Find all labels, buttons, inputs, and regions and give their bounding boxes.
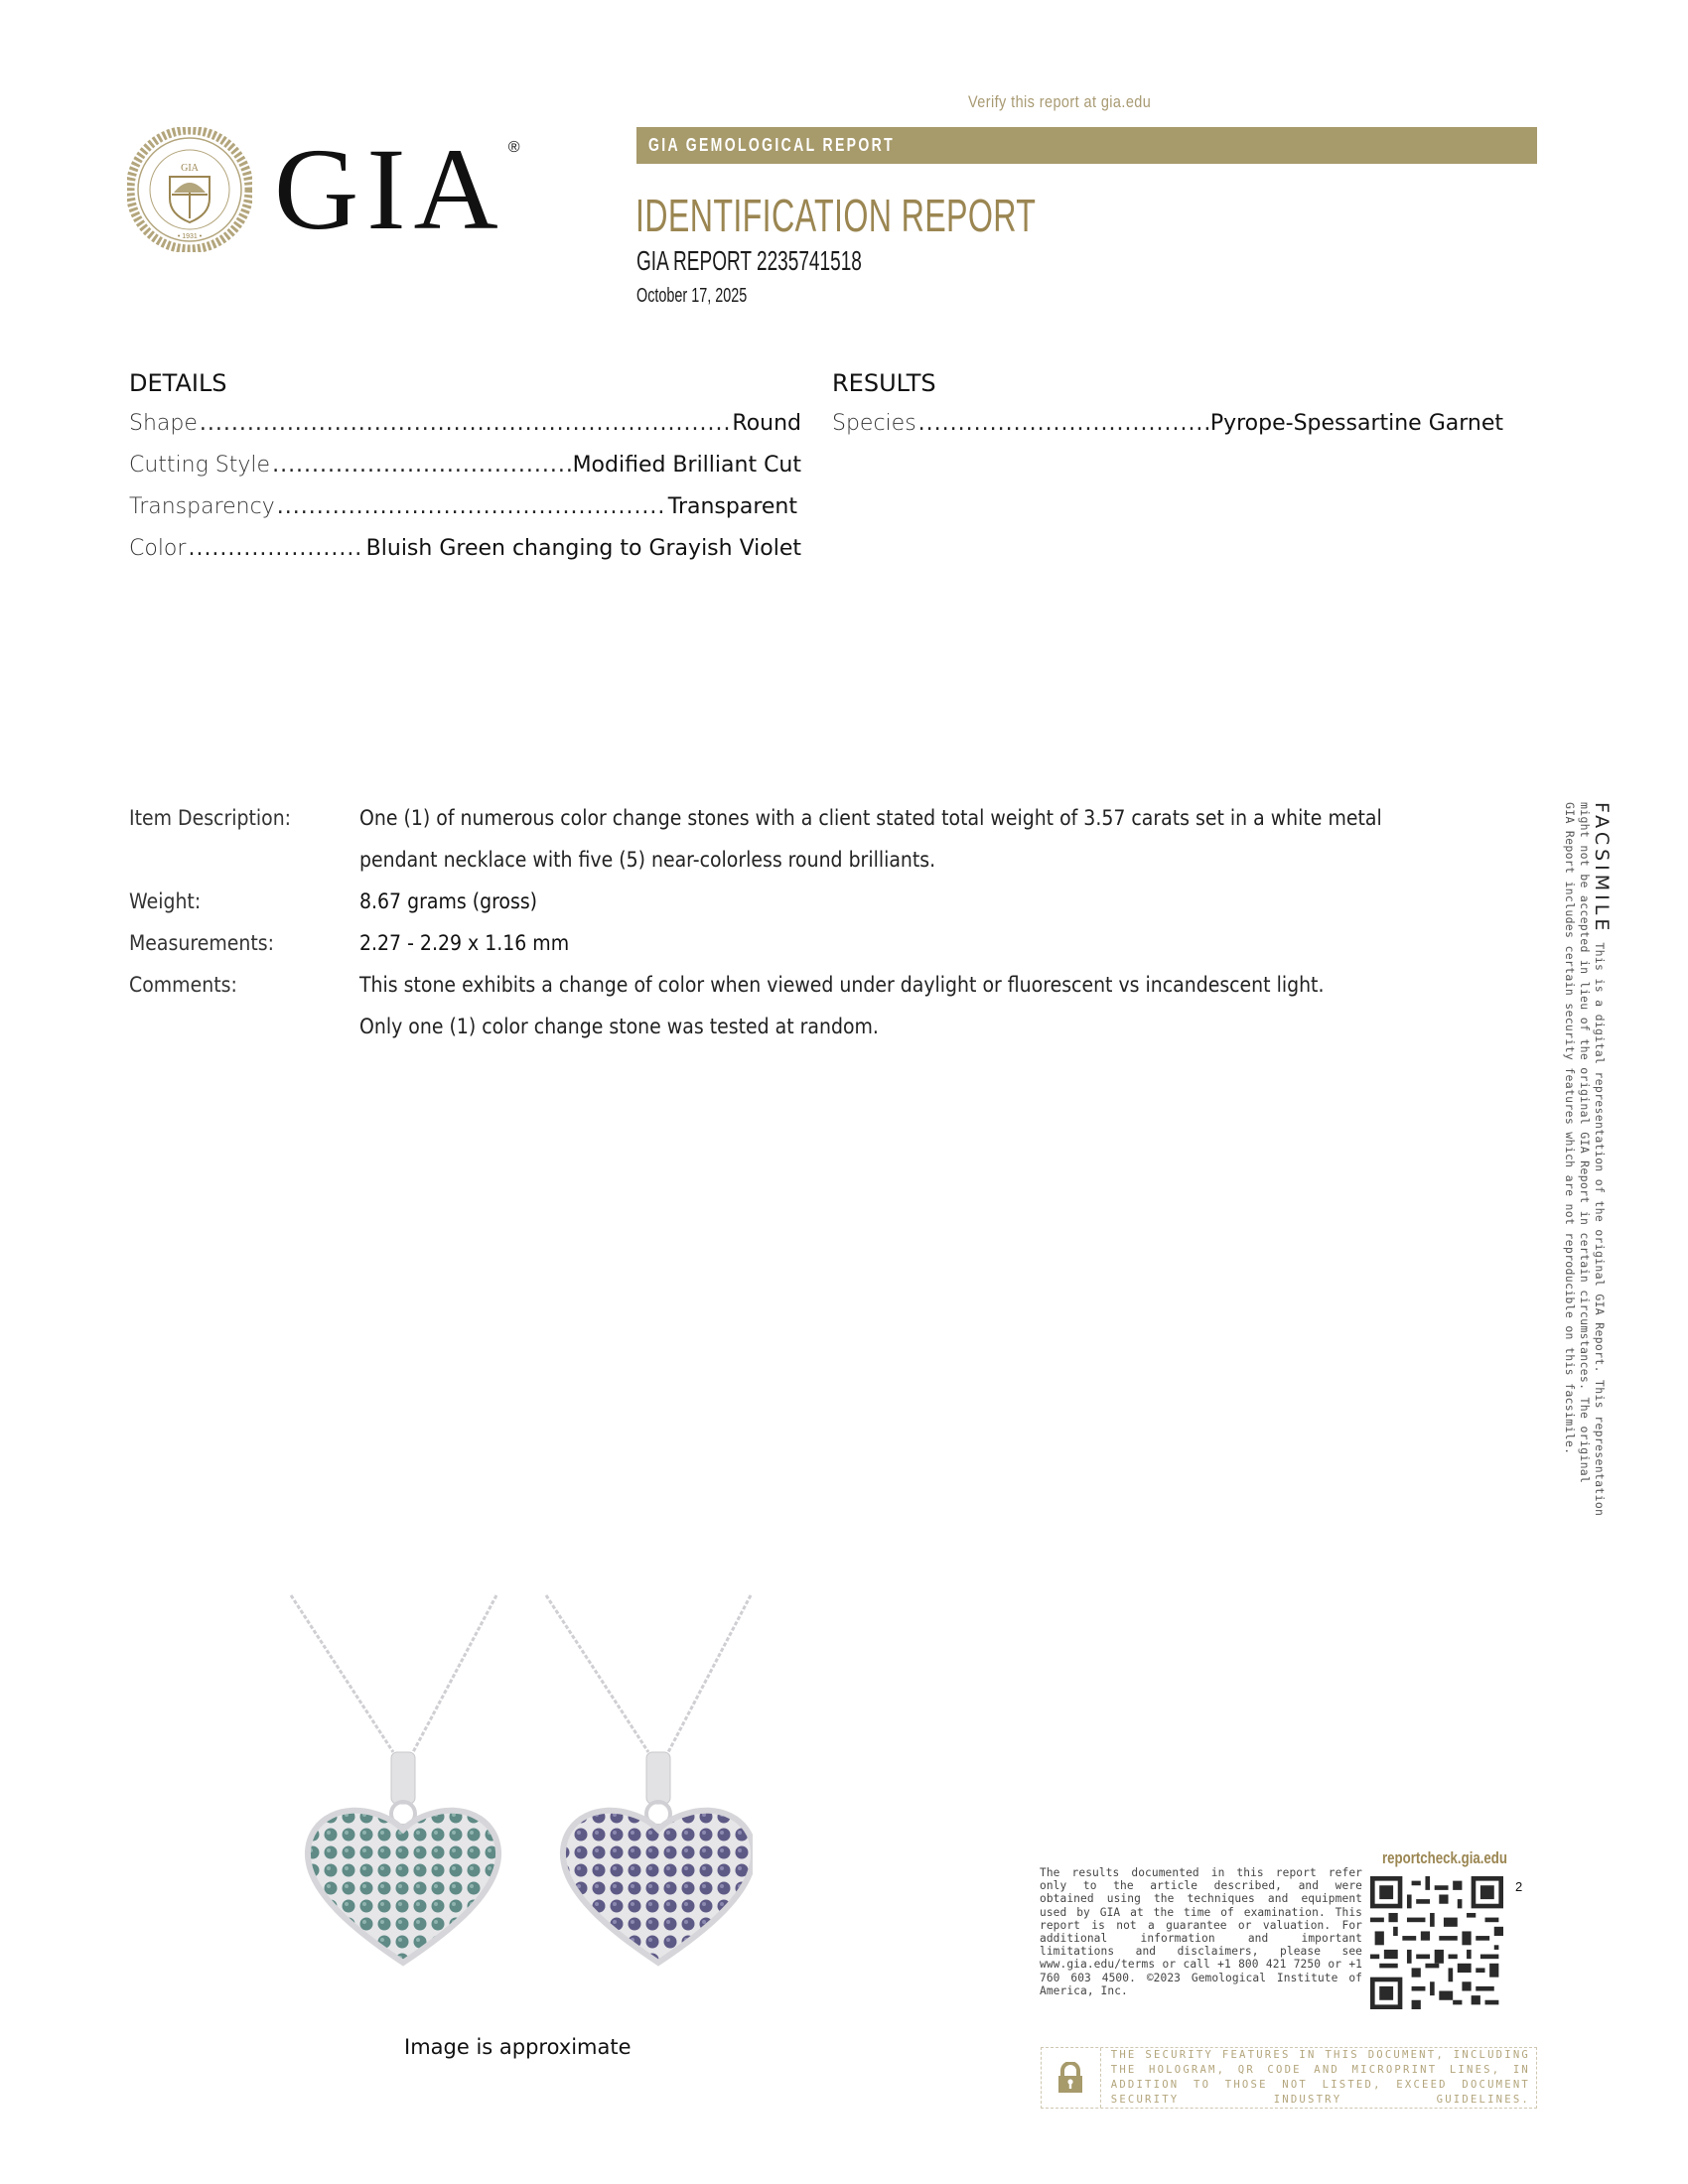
facsimile-line-2: might not be accepted in lieu of the original GIA Report in certain circumstances. The original [1578, 802, 1592, 1484]
verify-link[interactable]: Verify this report at gia.edu [968, 92, 1152, 111]
svg-text:GIA: GIA [181, 163, 199, 174]
image-caption: Image is approximate [404, 2035, 632, 2059]
registered-mark: ® [507, 139, 520, 156]
report-type-title: IDENTIFICATION REPORT [635, 190, 1037, 241]
page-number: 2 [1515, 1879, 1523, 1894]
detail-label: Color [129, 536, 187, 561]
disclaimer-text: The results documented in this report refer only to the article described, and were obtained using the techniques and equipment used by GIA at the time of examination. This report is not a guarantee or valuation. For additional information and important limitations and disclaimers, please see www.gia.edu/terms or call +1 800 421 7250 or +1 760 603 4500. ©2023 Gemological Institute of America, Inc. [1040, 1866, 1362, 1997]
gia-logo [127, 124, 520, 254]
svg-text:• 1931 •: • 1931 • [177, 233, 203, 240]
detail-value: Bluish Green changing to Grayish Violet [365, 536, 801, 561]
comments-label: Comments: [129, 973, 237, 997]
reportcheck-link[interactable]: reportcheck.gia.edu [1382, 1848, 1508, 1867]
details-heading: DETAILS [129, 369, 227, 397]
item-description-line-2: pendant necklace with five (5) near-colorless round brilliants. [359, 848, 936, 872]
result-label: Species [832, 411, 916, 436]
detail-label: Shape [129, 411, 198, 436]
result-value: Pyrope-Spessartine Garnet [1209, 411, 1503, 436]
weight-label: Weight: [129, 889, 202, 913]
detail-label: Transparency [129, 494, 275, 519]
detail-value: Modified Brilliant Cut [572, 453, 801, 478]
detail-value: Transparent [667, 494, 797, 519]
leader-dots [918, 411, 1208, 436]
leader-dots [277, 494, 666, 519]
security-notice [1041, 2047, 1537, 2109]
item-description-line-1: One (1) of numerous color change stones with a client stated total weight of 3.57 carats set in a white metal [359, 806, 1382, 830]
facsimile-title: FACSIMILE [1591, 802, 1613, 935]
pendant-photo-icon [286, 1593, 753, 1971]
report-number: GIA REPORT 2235741518 [636, 245, 862, 276]
security-text: THE SECURITY FEATURES IN THIS DOCUMENT, INCLUDING THE HOLOGRAM, QR CODE AND MICROPRINT LINES, IN ADDITION TO THOSE NOT LISTED, EXCEED DOCUMENT SECURITY INDUSTRY GUIDELINES. [1110, 2049, 1530, 2106]
detail-row-cutting-style [129, 453, 801, 478]
measurements-label: Measurements: [129, 931, 274, 955]
detail-row-shape [129, 411, 801, 436]
leader-dots [188, 536, 363, 561]
detail-value: Round [732, 411, 801, 436]
measurements-value: 2.27 - 2.29 x 1.16 mm [359, 931, 570, 955]
gia-seal-icon [127, 127, 252, 252]
detail-row-color [129, 536, 801, 561]
comments-line-2: Only one (1) color change stone was tested at random. [359, 1015, 879, 1038]
result-row-species [832, 411, 1503, 436]
report-date: October 17, 2025 [636, 285, 748, 307]
facsimile-line-3: GIA Report includes certain security features which are not reproducible on this facsimile. [1563, 802, 1577, 1455]
band-label: GIA GEMOLOGICAL REPORT [648, 135, 896, 155]
leader-dots [200, 411, 731, 436]
leader-dots [272, 453, 570, 478]
item-description-label: Item Description: [129, 806, 292, 830]
gia-wordmark: GIA [274, 124, 506, 254]
lock-icon [1057, 2062, 1083, 2094]
comments-line-1: This stone exhibits a change of color when viewed under daylight or fluorescent vs incandescent light. [359, 973, 1325, 997]
facsimile-note [1549, 802, 1613, 1517]
detail-label: Cutting Style [129, 453, 271, 478]
pendant-image [286, 1593, 753, 1971]
qr-code-icon[interactable] [1370, 1876, 1503, 2009]
report-band [636, 127, 1537, 164]
results-heading: RESULTS [832, 369, 936, 397]
facsimile-line-1: This is a digital representation of the original GIA Report. This representation [1593, 942, 1607, 1517]
detail-row-transparency [129, 494, 797, 519]
weight-value: 8.67 grams (gross) [359, 889, 538, 913]
lock-cell [1042, 2048, 1101, 2108]
